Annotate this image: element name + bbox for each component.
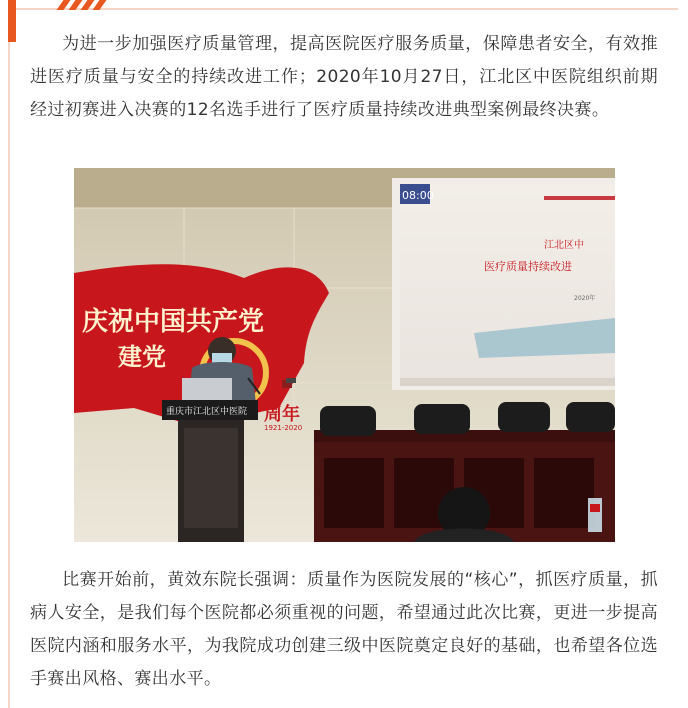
paragraph-2-text: 比赛开始前，黄效东院长强调：质量作为医院发展的“核心”，抓医疗质量，抓病人安全，是我们每个医院都必须重视的问题，希望通过此次比赛，更进一步提高医院内涵和服务水平，为我院成功创建三级中医院奠定良好的基础，也希望各位选手赛出风格、赛出水平。 xyxy=(30,570,658,689)
corner-stripes-decoration xyxy=(60,0,120,10)
corner-accent-bar xyxy=(8,0,16,42)
podium-text: 重庆市江北区中医院 xyxy=(166,407,248,417)
banner-text-1: 庆祝中国共产党 xyxy=(82,307,265,337)
article-paragraph-2 xyxy=(30,564,658,696)
article-paragraph-1 xyxy=(30,28,658,127)
screen-date: 2020年 xyxy=(574,295,596,302)
paragraph-1-text: 为进一步加强医疗质量管理，提高医院医疗服务质量，保障患者安全，有效推进医疗质量与安全的持续改进工作；2020年10月27日，江北区中医院组织前期经过初赛进入决赛的12名选手进行了医疗质量持续改进典型案例最终决赛。 xyxy=(30,34,658,120)
banner-text-2: 建党 xyxy=(118,342,166,371)
banner-text-3: 周年 xyxy=(264,404,300,425)
screen-title-1: 江北区中 xyxy=(544,240,584,251)
banner-years: 1921-2020 xyxy=(264,424,303,432)
screen-title-2: 医疗质量持续改进 xyxy=(484,260,572,273)
screen-clock: 08:00 xyxy=(402,189,434,202)
event-photo xyxy=(74,168,615,542)
